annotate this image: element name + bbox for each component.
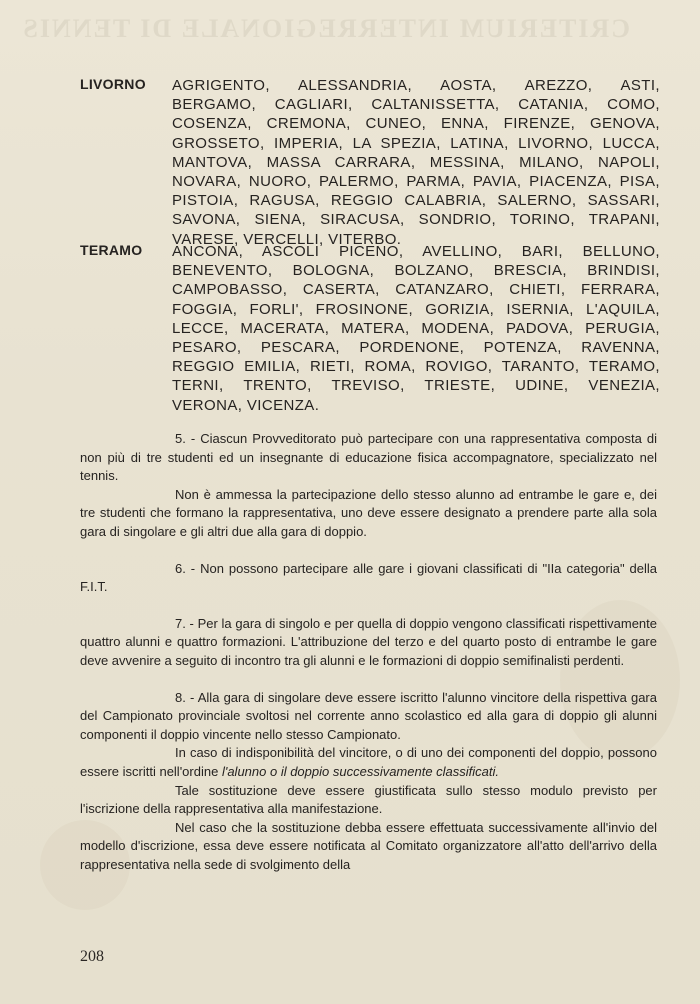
province-line: GROSSETO, IMPERIA, LA SPEZIA, LATINA, LIVORNO, LUCCA,	[172, 134, 660, 152]
province-line: PESARO, PESCARA, PORDENONE, POTENZA, RAVENNA,	[172, 339, 660, 357]
province-line: MANTOVA, MASSA CARRARA, MESSINA, MILANO, NAPOLI,	[172, 153, 660, 171]
province-line: PISTOIA, RAGUSA, REGGIO CALABRIA, SALERNO, SASSARI,	[172, 192, 660, 210]
province-line: BERGAMO, CAGLIARI, CALTANISSETTA, CATANIA, COMO,	[172, 96, 660, 114]
article-8-paragraph: 8. - Alla gara di singolare deve essere iscritto l'alunno vincitore della rispettiva gara del Campionato provinciale svoltosi nel corrente anno scolastico ed alla gara di doppio gli alunni componenti il doppio vincente nello stesso Campionato.	[80, 689, 657, 742]
province-list	[172, 242, 660, 415]
province-line: LECCE, MACERATA, MATERA, MODENA, PADOVA, PERUGIA,	[172, 319, 660, 337]
article-5-paragraph: 5. - Ciascun Provveditorato può partecipare con una rappresentativa composta di non più di tre studenti ed un insegnante di educazione fisica accompagnatore, specializzato nel tennis.	[80, 431, 657, 484]
article-6-paragraph: 6. - Non possono partecipare alle gare i giovani classificati di "IIa categoria" della F.I.T.	[80, 560, 657, 595]
article-8-paragraph: Nel caso che la sostituzione debba essere effettuata successivamente all'invio del modello d'iscrizione, essa deve essere notificata al Comitato organizzatore all'atto dell'arrivo della rappresentativa nella sede di svolgimento della	[80, 819, 657, 872]
article-body	[80, 430, 657, 874]
province-line: VARESE, VERCELLI, VITERBO.	[172, 230, 402, 248]
province-line: ANCONA, ASCOLI PICENO, AVELLINO, BARI, BELLUNO,	[172, 243, 660, 260]
article-8-paragraph	[80, 744, 657, 781]
province-name: TERAMO	[80, 242, 143, 258]
province-line: SAVONA, SIENA, SIRACUSA, SONDRIO, TORINO, TRAPANI,	[172, 211, 660, 229]
province-line: VERONA, VICENZA.	[172, 396, 320, 414]
paragraph-text: In caso di indisponibilità del vincitore, o di uno dei componenti del doppio, possono essere iscritti nell'ordine	[80, 745, 657, 779]
province-name: LIVORNO	[80, 76, 146, 92]
province-line: REGGIO EMILIA, RIETI, ROMA, ROVIGO, TARANTO, TERAMO,	[172, 358, 660, 376]
bleed-through-title: CRITERIUM INTERREGIONALE DI TENNIS	[21, 14, 630, 43]
province-line: COSENZA, CREMONA, CUNEO, ENNA, FIRENZE, GENOVA,	[172, 115, 660, 133]
article-8-paragraph: Tale sostituzione deve essere giustificata sullo stesso modulo previsto per l'iscrizione della rappresentativa alla manifestazione.	[80, 782, 657, 817]
province-list	[172, 76, 660, 249]
province-line: TERNI, TRENTO, TREVISO, TRIESTE, UDINE, VENEZIA,	[172, 377, 660, 395]
province-line: CAMPOBASSO, CASERTA, CATANZARO, CHIETI, FERRARA,	[172, 281, 660, 299]
province-line: BENEVENTO, BOLOGNA, BOLZANO, BRESCIA, BRINDISI,	[172, 262, 660, 280]
province-line: FOGGIA, FORLI', FROSINONE, GORIZIA, ISERNIA, L'AQUILA,	[172, 300, 660, 318]
paragraph-italic-text: l'alunno o il doppio successivamente classificati.	[221, 763, 500, 779]
article-7-paragraph: 7. - Per la gara di singolo e per quella di doppio vengono classificati rispettivamente quattro alunni e quattro formazioni. L'attribuzione del terzo e del quarto posto di entrambe le gare deve avvenire a seguito di incontro tra gli alunni e le formazioni di doppio semifinalisti perdenti.	[80, 615, 657, 668]
province-line: NOVARA, NUORO, PALERMO, PARMA, PAVIA, PIACENZA, PISA,	[172, 173, 660, 191]
province-line: AGRIGENTO, ALESSANDRIA, AOSTA, AREZZO, ASTI,	[172, 77, 660, 94]
article-5-paragraph: Non è ammessa la partecipazione dello stesso alunno ad entrambe le gare e, dei tre studenti che formano la rappresentativa, uno deve essere designato a prendere parte alla sola gara di singolare e gli altri due alla gara di doppio.	[80, 486, 657, 539]
page-number: 208	[80, 948, 104, 965]
